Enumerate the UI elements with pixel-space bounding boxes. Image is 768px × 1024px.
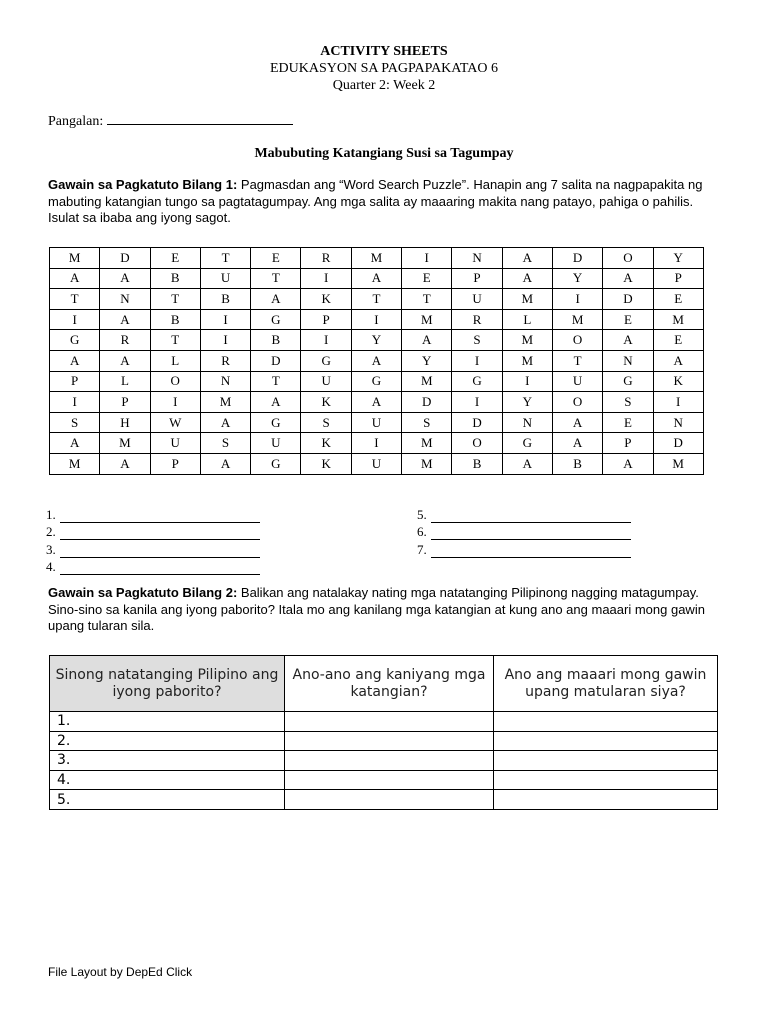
grid-letter[interactable]: I [50,392,100,413]
grid-letter[interactable]: B [251,330,301,351]
answer-line [417,540,631,558]
row-number[interactable]: 4. [50,770,285,790]
emulate-cell[interactable] [494,751,718,771]
grid-letter[interactable]: A [200,453,250,474]
subject-title: EDUKASYON SA PAGPAPAKATAO 6 [270,61,498,76]
grid-letter[interactable]: A [251,289,301,310]
grid-letter[interactable]: G [502,433,552,454]
grid-letter[interactable]: I [200,330,250,351]
grid-letter[interactable]: A [50,433,100,454]
grid-letter[interactable]: U [200,268,250,289]
table-row [50,731,718,751]
answer-blank[interactable] [431,509,631,523]
answer-blank[interactable] [60,561,260,575]
grid-letter[interactable]: T [251,268,301,289]
grid-letter[interactable]: M [402,309,452,330]
grid-letter[interactable]: A [351,268,401,289]
grid-letter[interactable]: D [653,433,703,454]
grid-letter[interactable]: G [251,309,301,330]
grid-letter[interactable]: Y [402,350,452,371]
grid-letter[interactable]: I [200,309,250,330]
row-number[interactable]: 1. [50,712,285,732]
grid-row [50,350,704,371]
grid-letter[interactable]: G [251,453,301,474]
name-blank-line[interactable] [107,112,293,125]
grid-letter[interactable]: P [100,392,150,413]
row-number[interactable]: 3. [50,751,285,771]
grid-letter[interactable]: E [150,248,200,269]
grid-letter[interactable]: M [100,433,150,454]
table-row [50,712,718,732]
header-favorite-filipino: Sinong natatanging Pilipino ang iyong paborito? [50,656,285,712]
grid-letter[interactable]: T [552,350,602,371]
answer-lines-left [46,505,260,575]
grid-letter[interactable]: B [150,268,200,289]
grid-letter[interactable]: H [100,412,150,433]
name-label: Pangalan: [48,114,104,129]
grid-letter[interactable]: N [100,289,150,310]
grid-letter[interactable]: B [150,309,200,330]
grid-letter[interactable]: I [452,350,502,371]
grid-letter[interactable]: M [502,330,552,351]
grid-letter[interactable]: M [653,309,703,330]
grid-letter[interactable]: D [402,392,452,413]
grid-letter[interactable]: E [251,248,301,269]
grid-letter[interactable]: A [100,268,150,289]
document-title: ACTIVITY SHEETS [320,44,448,59]
grid-letter[interactable]: U [552,371,602,392]
grid-letter[interactable]: D [452,412,502,433]
grid-letter[interactable]: Y [351,330,401,351]
grid-letter[interactable]: K [301,289,351,310]
grid-letter[interactable]: U [301,371,351,392]
grid-letter[interactable]: M [402,433,452,454]
answer-number: 7. [417,541,427,557]
grid-letter[interactable]: T [351,289,401,310]
grid-letter[interactable]: P [150,453,200,474]
grid-letter[interactable]: K [301,453,351,474]
grid-letter[interactable]: P [50,371,100,392]
grid-letter[interactable]: O [603,248,653,269]
traits-cell[interactable] [285,770,494,790]
grid-letter[interactable]: A [552,433,602,454]
grid-letter[interactable]: N [452,248,502,269]
grid-letter[interactable]: O [552,392,602,413]
grid-letter[interactable]: I [301,330,351,351]
grid-letter[interactable]: N [200,371,250,392]
grid-letter[interactable]: I [653,392,703,413]
grid-letter[interactable]: S [603,392,653,413]
grid-letter[interactable]: B [552,453,602,474]
answer-blank[interactable] [60,509,260,523]
grid-letter[interactable]: G [603,371,653,392]
grid-row [50,268,704,289]
grid-letter[interactable]: S [200,433,250,454]
grid-letter[interactable]: G [251,412,301,433]
grid-letter[interactable]: A [502,268,552,289]
activity2-heading: Gawain sa Pagkatuto Bilang 2: [48,585,238,600]
grid-letter[interactable]: A [402,330,452,351]
grid-letter[interactable]: M [552,309,602,330]
traits-cell[interactable] [285,790,494,810]
activity2-instructions [48,585,720,635]
grid-letter[interactable]: B [452,453,502,474]
grid-letter[interactable]: T [251,371,301,392]
table-row [50,770,718,790]
grid-row [50,433,704,454]
grid-letter[interactable]: S [452,330,502,351]
grid-letter[interactable]: L [502,309,552,330]
grid-letter[interactable]: N [502,412,552,433]
answer-number: 1. [46,506,56,522]
grid-letter[interactable]: I [402,248,452,269]
traits-cell[interactable] [285,731,494,751]
answer-blank[interactable] [431,526,631,540]
grid-letter[interactable]: T [50,289,100,310]
grid-letter[interactable]: M [351,248,401,269]
grid-letter[interactable]: I [50,309,100,330]
grid-letter[interactable]: I [351,433,401,454]
answer-number: 5. [417,506,427,522]
grid-letter[interactable]: I [351,309,401,330]
grid-letter[interactable]: A [50,268,100,289]
header-traits: Ano-ano ang kaniyang mga katangian? [285,656,494,712]
grid-letter[interactable]: U [251,433,301,454]
answer-line [46,523,260,541]
emulate-cell[interactable] [494,770,718,790]
grid-letter[interactable]: M [502,289,552,310]
footer-credit: File Layout by DepEd Click [48,965,193,979]
grid-letter[interactable]: S [301,412,351,433]
grid-letter[interactable]: N [653,412,703,433]
grid-letter[interactable]: M [50,453,100,474]
emulate-cell[interactable] [494,712,718,732]
answer-blank[interactable] [60,544,260,558]
grid-row [50,248,704,269]
activity2-text: Balikan ang natalakay nating mga natatanging Pilipinong nagging matagumpay. Sino-sino sa kanila ang iyong paborito? Itala mo ang kanilang mga katangian at kung ano ang maaari mong gawin upang tularan sila. [48,585,705,633]
answer-line [46,558,260,576]
grid-letter[interactable]: G [50,330,100,351]
word-search-grid [49,247,704,475]
grid-letter[interactable]: K [301,433,351,454]
grid-letter[interactable]: P [603,433,653,454]
grid-letter[interactable]: K [653,371,703,392]
grid-letter[interactable]: E [402,268,452,289]
grid-row [50,412,704,433]
answer-number: 2. [46,524,56,539]
grid-letter[interactable]: E [603,412,653,433]
grid-letter[interactable]: A [351,350,401,371]
answer-lines-right [417,505,631,558]
grid-letter[interactable]: R [452,309,502,330]
grid-letter[interactable]: A [100,453,150,474]
grid-letter[interactable]: G [301,350,351,371]
answer-line [46,540,260,558]
row-number[interactable]: 5. [50,790,285,810]
grid-letter[interactable]: R [301,248,351,269]
table-row [50,751,718,771]
answer-number: 6. [417,524,427,539]
grid-letter[interactable]: T [402,289,452,310]
grid-letter[interactable]: W [150,412,200,433]
grid-letter[interactable]: A [653,350,703,371]
grid-letter[interactable]: R [200,350,250,371]
activity1-heading: Gawain sa Pagkatuto Bilang 1: [48,177,238,192]
traits-cell[interactable] [285,712,494,732]
grid-letter[interactable]: M [50,248,100,269]
grid-letter[interactable]: I [552,289,602,310]
grid-letter[interactable]: B [200,289,250,310]
grid-row [50,392,704,413]
answer-blank[interactable] [431,544,631,558]
grid-letter[interactable]: M [402,371,452,392]
table-header-row [50,656,718,712]
grid-letter[interactable]: A [100,309,150,330]
grid-letter[interactable]: M [653,453,703,474]
table-row [50,790,718,810]
grid-letter[interactable]: A [603,453,653,474]
grid-row [50,309,704,330]
quarter-week: Quarter 2: Week 2 [332,78,436,93]
grid-letter[interactable]: A [502,248,552,269]
grid-letter[interactable]: D [603,289,653,310]
name-field [48,112,293,130]
grid-letter[interactable]: M [502,350,552,371]
grid-letter[interactable]: P [452,268,502,289]
grid-letter[interactable]: D [552,248,602,269]
grid-letter[interactable]: K [301,392,351,413]
grid-letter[interactable]: L [150,350,200,371]
traits-cell[interactable] [285,751,494,771]
grid-row [50,371,704,392]
answer-line [46,505,260,523]
grid-letter[interactable]: A [552,412,602,433]
grid-letter[interactable]: U [351,412,401,433]
grid-letter[interactable]: N [603,350,653,371]
grid-row [50,453,704,474]
grid-letter[interactable]: I [452,392,502,413]
grid-letter[interactable]: Y [653,248,703,269]
grid-letter[interactable]: I [150,392,200,413]
answer-blank[interactable] [60,526,260,540]
grid-letter[interactable]: M [402,453,452,474]
grid-letter[interactable]: A [351,392,401,413]
grid-letter[interactable]: A [200,412,250,433]
grid-letter[interactable]: A [603,268,653,289]
grid-letter[interactable]: A [502,453,552,474]
grid-letter[interactable]: I [301,268,351,289]
grid-letter[interactable]: T [200,248,250,269]
grid-letter[interactable]: I [502,371,552,392]
grid-letter[interactable]: D [251,350,301,371]
answer-number: 3. [46,541,56,557]
grid-letter[interactable]: L [100,371,150,392]
grid-letter[interactable]: A [603,330,653,351]
activity2-table [49,655,718,810]
grid-letter[interactable]: S [50,412,100,433]
grid-letter[interactable]: U [452,289,502,310]
grid-letter[interactable]: S [402,412,452,433]
grid-letter[interactable]: T [150,289,200,310]
grid-letter[interactable]: U [150,433,200,454]
answer-line [417,505,631,523]
grid-letter[interactable]: Y [502,392,552,413]
grid-row [50,289,704,310]
row-number[interactable]: 2. [50,731,285,751]
activity1-text: Pagmasdan ang “Word Search Puzzle”. Hanapin ang 7 salita na nagpapakita ng mabuting katangian tungo sa pagtatagumpay. Ang mga salita ay maaaring makita nang patayo, pahiga o pahilis. Isulat sa ibaba ang iyong sagot. [48,177,703,225]
grid-letter[interactable]: Y [552,268,602,289]
grid-letter[interactable]: A [251,392,301,413]
grid-letter[interactable]: G [351,371,401,392]
grid-letter[interactable]: O [150,371,200,392]
emulate-cell[interactable] [494,731,718,751]
grid-row [50,330,704,351]
grid-letter[interactable]: A [100,350,150,371]
grid-letter[interactable]: T [150,330,200,351]
answer-number: 4. [46,559,56,574]
grid-letter[interactable]: M [200,392,250,413]
grid-letter[interactable]: D [100,248,150,269]
grid-letter[interactable]: U [351,453,401,474]
grid-letter[interactable]: E [653,289,703,310]
grid-letter[interactable]: A [50,350,100,371]
emulate-cell[interactable] [494,790,718,810]
grid-letter[interactable]: P [653,268,703,289]
lesson-title: Mabubuting Katangiang Susi sa Tagumpay [254,146,514,161]
grid-letter[interactable]: P [301,309,351,330]
grid-letter[interactable]: E [603,309,653,330]
activity1-instructions [48,177,720,227]
grid-letter[interactable]: E [653,330,703,351]
grid-letter[interactable]: G [452,371,502,392]
document-header [0,43,768,94]
grid-letter[interactable]: O [552,330,602,351]
grid-letter[interactable]: O [452,433,502,454]
grid-letter[interactable]: R [100,330,150,351]
header-emulate: Ano ang maaari mong gawin upang matularan siya? [494,656,718,712]
answer-line [417,523,631,541]
